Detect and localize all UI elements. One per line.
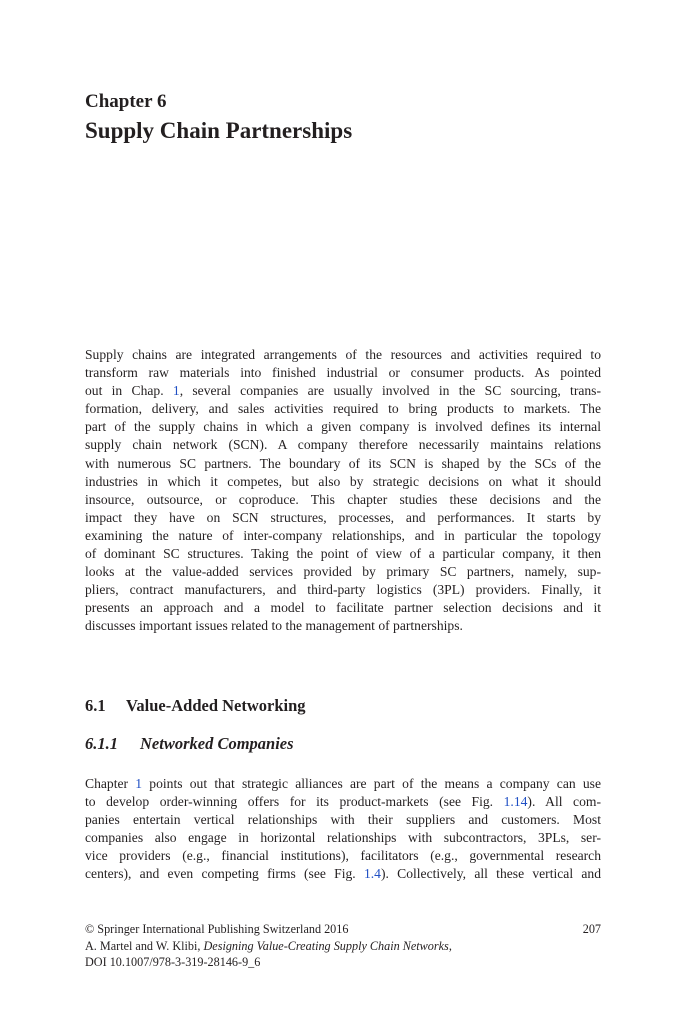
- body-paragraph: [85, 775, 601, 884]
- section-title: Value-Added Networking: [126, 696, 306, 715]
- subsection-heading: [85, 734, 294, 754]
- book-title-suffix: ,: [448, 938, 452, 953]
- text-line: [85, 775, 601, 793]
- cross-reference-link[interactable]: 1.14: [503, 794, 528, 810]
- doi: DOI 10.1007/978-3-319-28146-9_6: [85, 955, 261, 969]
- text-segment: out in Chap.: [85, 383, 173, 399]
- footer: [85, 921, 601, 971]
- subsection-number: 6.1.1: [85, 734, 118, 753]
- authors: A. Martel and W. Klibi,: [85, 938, 204, 953]
- chapter-title: Supply Chain Partnerships: [85, 118, 353, 143]
- cross-reference-link[interactable]: 1: [135, 776, 143, 791]
- page-number: 207: [582, 922, 601, 936]
- text-line: looks at the value-added services provided by primary SC partners, namely, sup-: [85, 564, 601, 580]
- text-segment: centers), and even competing firms (see Fig.: [85, 866, 364, 882]
- text-line: of dominant SC structures. Taking the point of view of a particular company, it then: [85, 546, 601, 562]
- text-line: panies entertain vertical relationships with their suppliers and customers. Most: [85, 812, 601, 828]
- copyright: © Springer International Publishing Switzerland 2016: [85, 922, 349, 936]
- subsection-title: Networked Companies: [140, 734, 294, 753]
- chapter-label: Chapter 6: [85, 91, 167, 112]
- text-line: Supply chains are integrated arrangements of the resources and activities required to: [85, 347, 601, 362]
- text-line: examining the nature of inter-company relationships, and in particular the topology: [85, 527, 601, 543]
- cross-reference-link[interactable]: 1.4: [363, 866, 381, 882]
- section-heading: [85, 696, 306, 716]
- text-line: [85, 865, 601, 883]
- text-line: formation, delivery, and sales activities required to bring products to markets. The: [85, 401, 601, 417]
- footer-copyright-row: [85, 921, 601, 938]
- text-line: discusses important issues related to the management of partnerships.: [85, 618, 463, 634]
- text-line: [85, 793, 601, 811]
- text-segment: points out that strategic alliances are part of the means a company can use: [142, 776, 601, 791]
- text-line: with numerous SC partners. The boundary of its SCN is shaped by the SCs of the: [85, 455, 601, 471]
- text-line: insource, outsource, or coproduce. This chapter studies these decisions and the: [85, 491, 601, 507]
- intro-paragraph: [85, 346, 601, 636]
- text-segment: , several companies are usually involved in the SC sourcing, trans-: [179, 383, 601, 399]
- text-segment: ). Collectively, all these vertical and: [380, 866, 601, 882]
- text-line: transform raw materials into finished industrial or consumer products. As pointed: [85, 365, 601, 381]
- text-line: supply chain network (SCN). A company therefore necessarily maintains relations: [85, 437, 601, 453]
- text-line: [85, 382, 601, 400]
- section-number: 6.1: [85, 696, 106, 715]
- footer-authors-row: [85, 938, 601, 955]
- text-line: vice providers (e.g., financial institutions), facilitators (e.g., governmental research: [85, 848, 601, 864]
- cross-reference-link[interactable]: 1: [172, 383, 180, 399]
- text-segment: to develop order-winning offers for its product-markets (see Fig.: [85, 794, 504, 810]
- text-line: pliers, contract manufacturers, and third-party logistics (3PL) providers. Finally, it: [85, 582, 601, 598]
- text-line: presents an approach and a model to facilitate partner selection decisions and it: [85, 600, 601, 616]
- text-segment: Chapter: [85, 776, 136, 791]
- text-line: part of the supply chains in which a given company is involved defines its internal: [85, 419, 601, 435]
- text-segment: ). All com-: [527, 794, 601, 810]
- book-title: Designing Value-Creating Supply Chain Networks: [203, 938, 449, 953]
- text-line: impact they have on SCN structures, processes, and performances. It starts by: [85, 509, 601, 525]
- text-line: industries in which it competes, but also by strategic decisions on what it should: [85, 473, 601, 489]
- text-line: companies also engage in horizontal relationships with subcontractors, 3PLs, ser-: [85, 830, 601, 846]
